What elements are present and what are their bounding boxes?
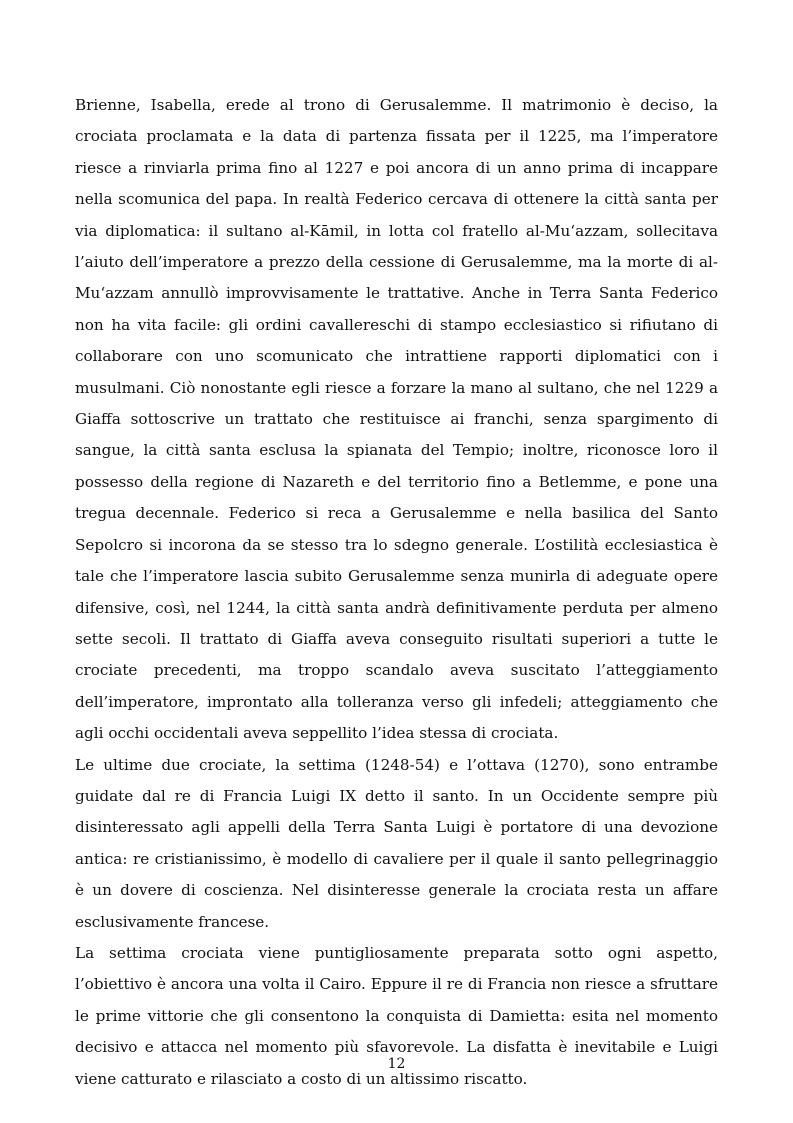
paragraph-seventh-crusade: La settima crociata viene puntigliosamente preparata sotto ogni aspetto, l’obiettivo è ancora una volta il Cairo. Eppure il re di Francia non riesce a sfruttare le prime vittorie che gli consentono la conquista di Damietta: esita nel momento decisivo e attacca nel momento più sfavorevole. La disfatta è inevitabile e Luigi viene catturato e rilasciato a costo di un altissimo riscatto. [75,943,718,1088]
paragraph-federico-crusade: Brienne, Isabella, erede al trono di Gerusalemme. Il matrimonio è deciso, la crociata proclamata e la data di partenza fissata per il 1225, ma l’imperatore riesce a rinviarla prima fino al 1227 e poi ancora di un anno prima di incappare nella scomunica del papa. In realtà Federico cercava di ottenere la città santa per via diplomatica: il sultano al-Kāmil, in lotta col fratello al-Mu‘azzam, sollecitava l’aiuto dell’imperatore a prezzo della cessione di Gerusalemme, ma la morte di al-Mu‘azzam annullò improvvisamente le trattative. Anche in Terra Santa Federico non ha vita facile: gli ordini cavallereschi di stampo ecclesiastico si rifiutano di collaborare con uno scomunicato che intrattiene rapporti diplomatici con i musulmani. Ciò nonostante egli riesce a forzare la mano al sultano, che nel 1229 a Giaffa sottoscrive un trattato che restituisce ai franchi, senza spargimento di sangue, la città santa esclusa la spianata del Tempio; inoltre, riconosce loro il possesso della regione di Nazareth e del territorio fino a Betlemme, e pone una tregua decennale. Federico si reca a Gerusalemme e nella basilica del Santo Sepolcro si incorona da se stesso tra lo sdegno generale. L’ostilità ecclesiastica è tale che l’imperatore lascia subito Gerusalemme senza munirla di adeguate opere difensive, così, nel 1244, la città santa andrà definitivamente perduta per almeno sette secoli. Il trattato di Giaffa aveva conseguito risultati superiori a tutte le crociate precedenti, ma troppo scandalo aveva suscitato l’atteggiamento dell’imperatore, improntato alla tolleranza verso gli infedeli; atteggiamento che agli occhi occidentali aveva seppellito l’idea stessa di crociata. [75,96,718,743]
body-text [75,90,718,1095]
paragraph-last-crusades: Le ultime due crociate, la settima (1248-54) e l’ottava (1270), sono entrambe guidate dal re di Francia Luigi IX detto il santo. In un Occidente sempre più disinteressato agli appelli della Terra Santa Luigi è portatore di una devozione antica: re cristianissimo, è modello di cavaliere per il quale il santo pellegrinaggio è un dovere di coscienza. Nel disinteresse generale la crociata resta un affare esclusivamente francese. [75,755,718,931]
page-number: 12 [387,1056,406,1072]
